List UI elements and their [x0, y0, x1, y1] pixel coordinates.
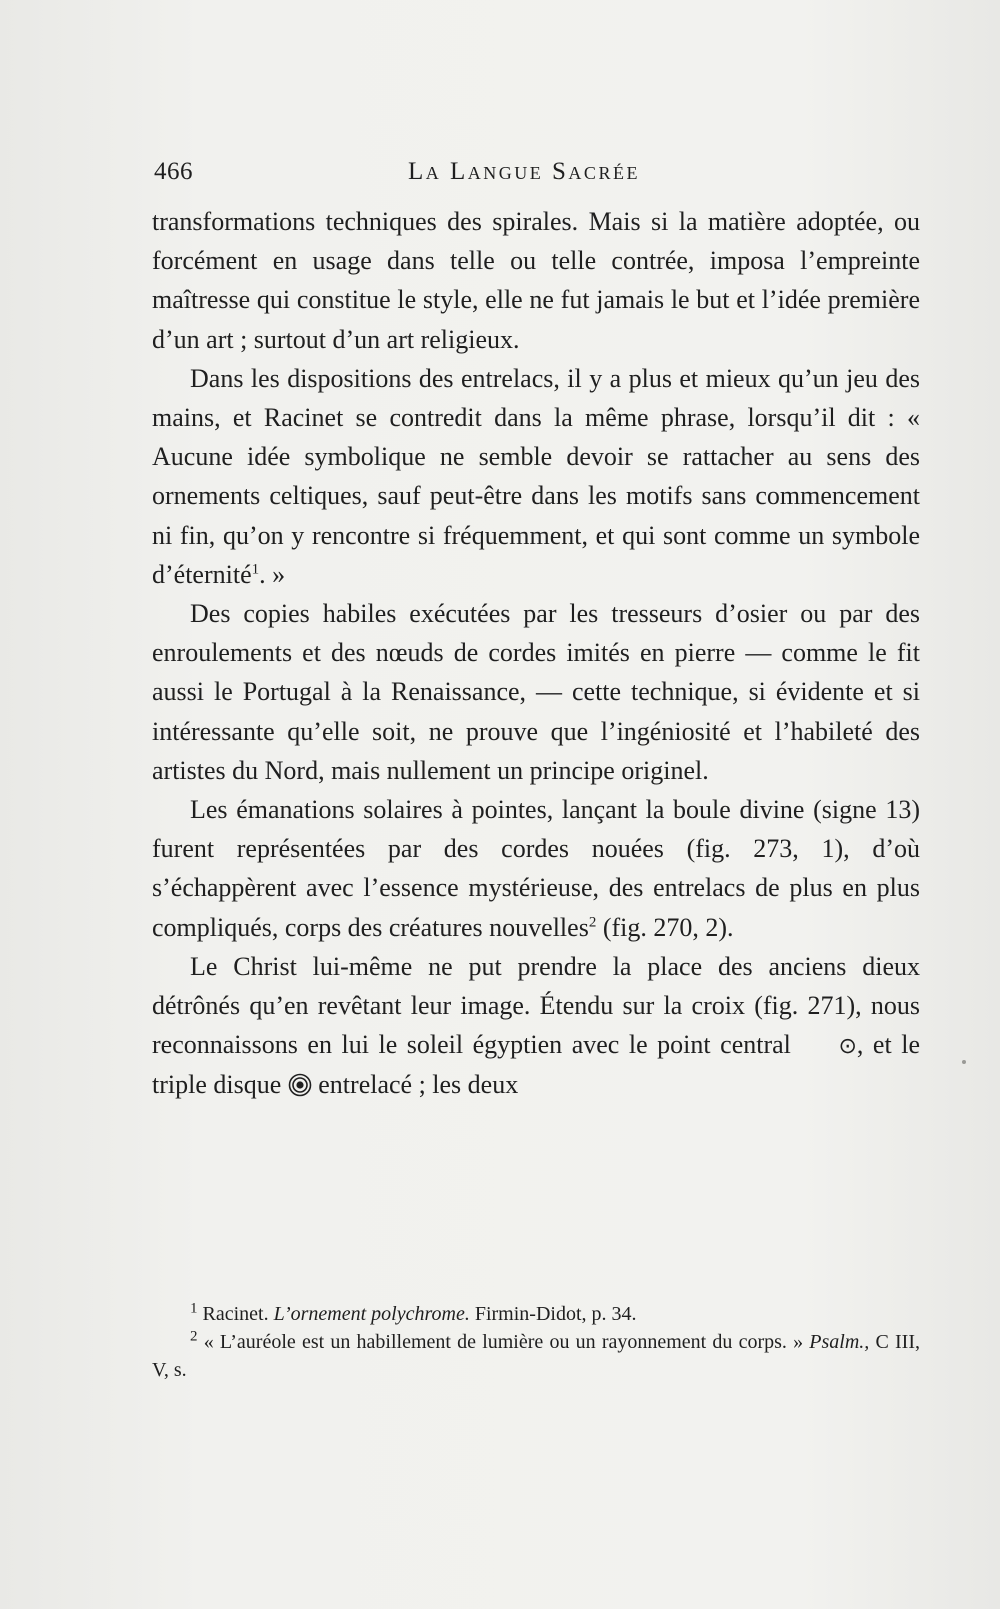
- paragraph-5: Le Christ lui-même ne put prendre la place des anciens dieux détrônés qu’en revêtant leur image. Étendu sur la croix (fig. 271), nous reconnaissons en lui le soleil égyptien avec le point central ⊙, et le triple disque entrelacé ; les deux: [152, 951, 921, 1100]
- paragraph-2: Dans les dispositions des entrelacs, il y a plus et mieux qu’un jeu des mains, et Racinet se contredit dans la même phrase, lorsqu’il dit : « Aucune idée symbolique ne semble devoir se rattacher au sens des ornements celtiques, sauf peut-être dans les motifs sans commencement ni fin, qu’on y rencontre si fréquemment, et qui sont comme un symbole d’éternité$^1$. »: [152, 363, 920, 589]
- footnote-1: $^1$ Racinet. L’ornement polychrome. Firmin-Didot, p. 34.: [190, 1300, 637, 1325]
- paragraph-1: transformations techniques des spirales. Mais si la matière adoptée, ou forcément en usage dans telle ou telle contrée, imposa l’empreinte maîtresse qui constitue le style, elle ne fut jamais le but et l’idée première d’un art ; surtout d’un art religieux.: [152, 207, 920, 354]
- circled-dot-symbol-icon: ⊙: [838, 1033, 857, 1059]
- footnote-ref-1[interactable]: 1: [251, 561, 260, 578]
- paragraph-3: Des copies habiles exécutées par les tresseurs d’osier ou par des enroulements et des nœuds de cordes imités en pierre — comme le fit aussi le Portugal à la Renaissance, — cette technique, si évidente et si intéressante qu’elle soit, ne prouve que l’ingéniosité et l’habileté des artistes du Nord, mais nullement un principe originel.: [152, 599, 920, 785]
- body-text: [152, 202, 920, 1105]
- margin-dot: [962, 1060, 966, 1064]
- triple-disc-symbol-icon: [288, 1073, 312, 1097]
- footnotes: [152, 1300, 920, 1384]
- footnote-ref-2[interactable]: 2: [588, 914, 597, 930]
- paragraph-4: Les émanations solaires à pointes, lançant la boule divine (signe 13) furent représentées par des cordes nouées (fig. 273, 1), d’où s’échappèrent avec l’essence mystérieuse, des entrelacs de plus en plus compliqués, corps des créatures nouvelles$^2$ (fig. 270, 2).: [152, 795, 920, 942]
- running-title: La Langue Sacrée: [408, 158, 640, 185]
- footnote-2: $^2$ « L’auréole est un habillement de lumière ou un rayonnement du corps. » Psalm., C III, V, s.: [152, 1328, 920, 1381]
- page-header: [154, 158, 920, 194]
- page-number: 466: [154, 158, 193, 185]
